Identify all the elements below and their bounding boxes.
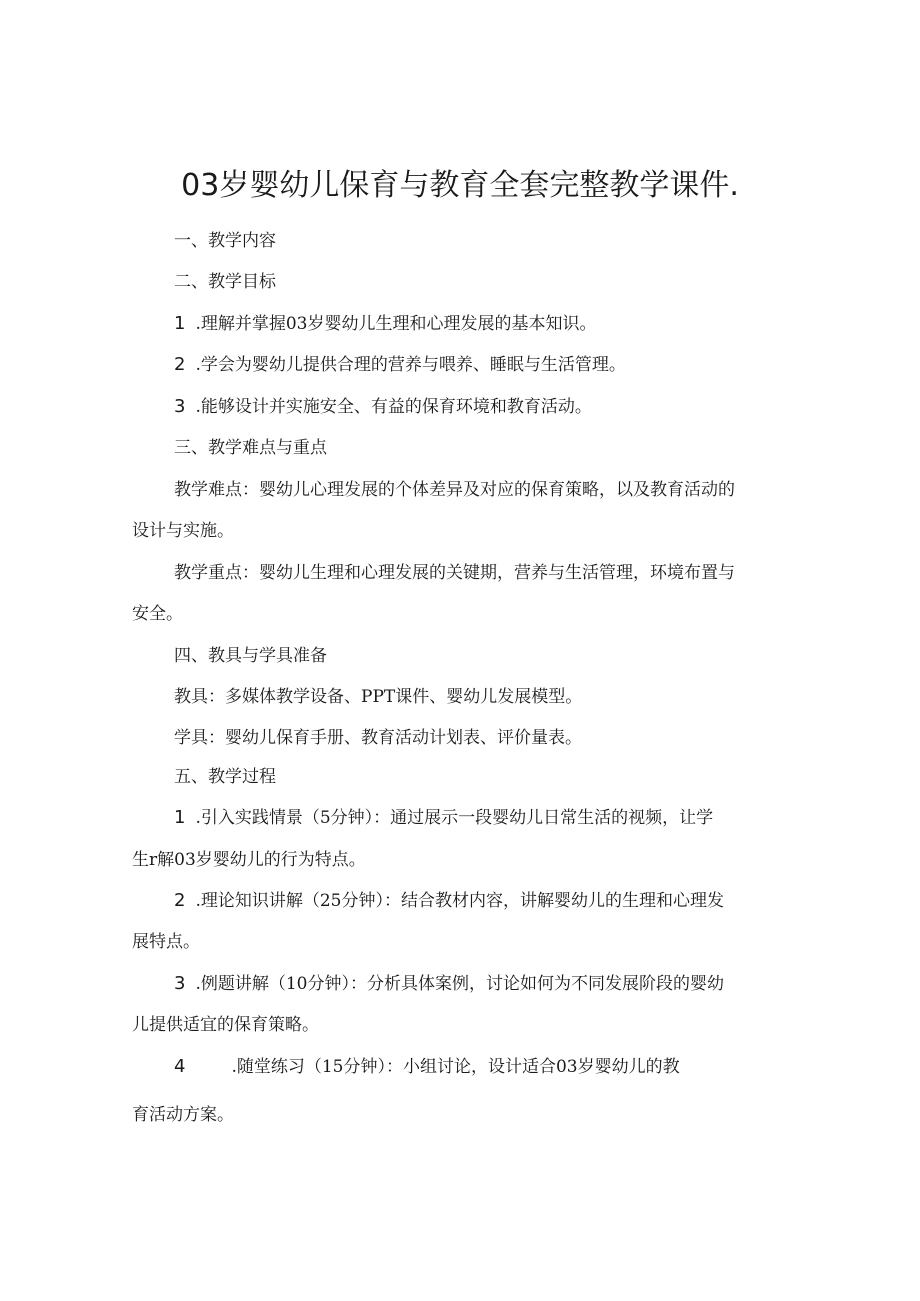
process-step xyxy=(174,1055,680,1079)
step-text-continued: 育活动方案。 xyxy=(132,1105,234,1125)
step-text: .理论知识讲解（25分钟）：结合教材内容，讲解婴幼儿的生理和心理发 xyxy=(195,891,724,911)
section-heading-difficulty: 三、教学难点与重点 xyxy=(174,438,327,458)
goal-item xyxy=(174,312,597,336)
step-text: .例题讲解（10分钟）：分析具体案例，讨论如何为不同发展阶段的婴幼 xyxy=(195,974,724,994)
goal-text: .学会为婴幼儿提供合理的营养与喂养、睡眠与生活管理。 xyxy=(195,355,626,375)
step-text: .随堂练习（15分钟）：小组讨论，设计适合03岁婴幼儿的教 xyxy=(231,1057,680,1077)
step-number: 4 xyxy=(174,1056,186,1077)
section-heading-materials: 四、教具与学具准备 xyxy=(174,646,327,666)
step-number: 2 xyxy=(174,890,186,911)
step-text-continued: 生r解03岁婴幼儿的行为特点。 xyxy=(132,850,366,870)
key-points-text-line2: 安全。 xyxy=(132,604,183,624)
difficulty-text-line2: 设计与实施。 xyxy=(132,521,234,541)
key-points-text-line1: 教学重点：婴幼儿生理和心理发展的关键期，营养与生活管理，环境布置与 xyxy=(174,563,735,583)
goal-item xyxy=(174,353,626,377)
goal-number: 2 xyxy=(174,354,186,375)
section-heading-goals: 二、教学目标 xyxy=(174,272,276,292)
learning-aids-text: 学具：婴幼儿保育手册、教育活动计划表、评价量表。 xyxy=(174,728,582,748)
teaching-aids-text: 教具：多媒体教学设备、PPT课件、婴幼儿发展模型。 xyxy=(174,687,583,707)
goal-item xyxy=(174,395,592,419)
section-heading-content: 一、教学内容 xyxy=(174,231,276,251)
step-text-continued: 儿提供适宜的保育策略。 xyxy=(132,1015,319,1035)
goal-text: .能够设计并实施安全、有益的保育环境和教育活动。 xyxy=(195,397,592,417)
process-step xyxy=(174,889,724,913)
goal-number: 1 xyxy=(174,313,186,334)
step-text: .引入实践情景（5分钟）：通过展示一段婴幼儿日常生活的视频，让学 xyxy=(195,808,714,828)
step-text-continued: 展特点。 xyxy=(132,932,200,952)
difficulty-text-line1: 教学难点：婴幼儿心理发展的个体差异及对应的保育策略，以及教育活动的 xyxy=(174,480,735,500)
document-title: 03岁婴幼儿保育与教育全套完整教学课件. xyxy=(181,168,739,203)
section-heading-process: 五、教学过程 xyxy=(174,767,276,787)
step-number: 3 xyxy=(174,973,186,994)
process-step xyxy=(174,972,724,996)
goal-text: .理解并掌握03岁婴幼儿生理和心理发展的基本知识。 xyxy=(195,314,597,334)
process-step xyxy=(174,806,713,830)
step-number: 1 xyxy=(174,807,186,828)
goal-number: 3 xyxy=(174,396,186,417)
